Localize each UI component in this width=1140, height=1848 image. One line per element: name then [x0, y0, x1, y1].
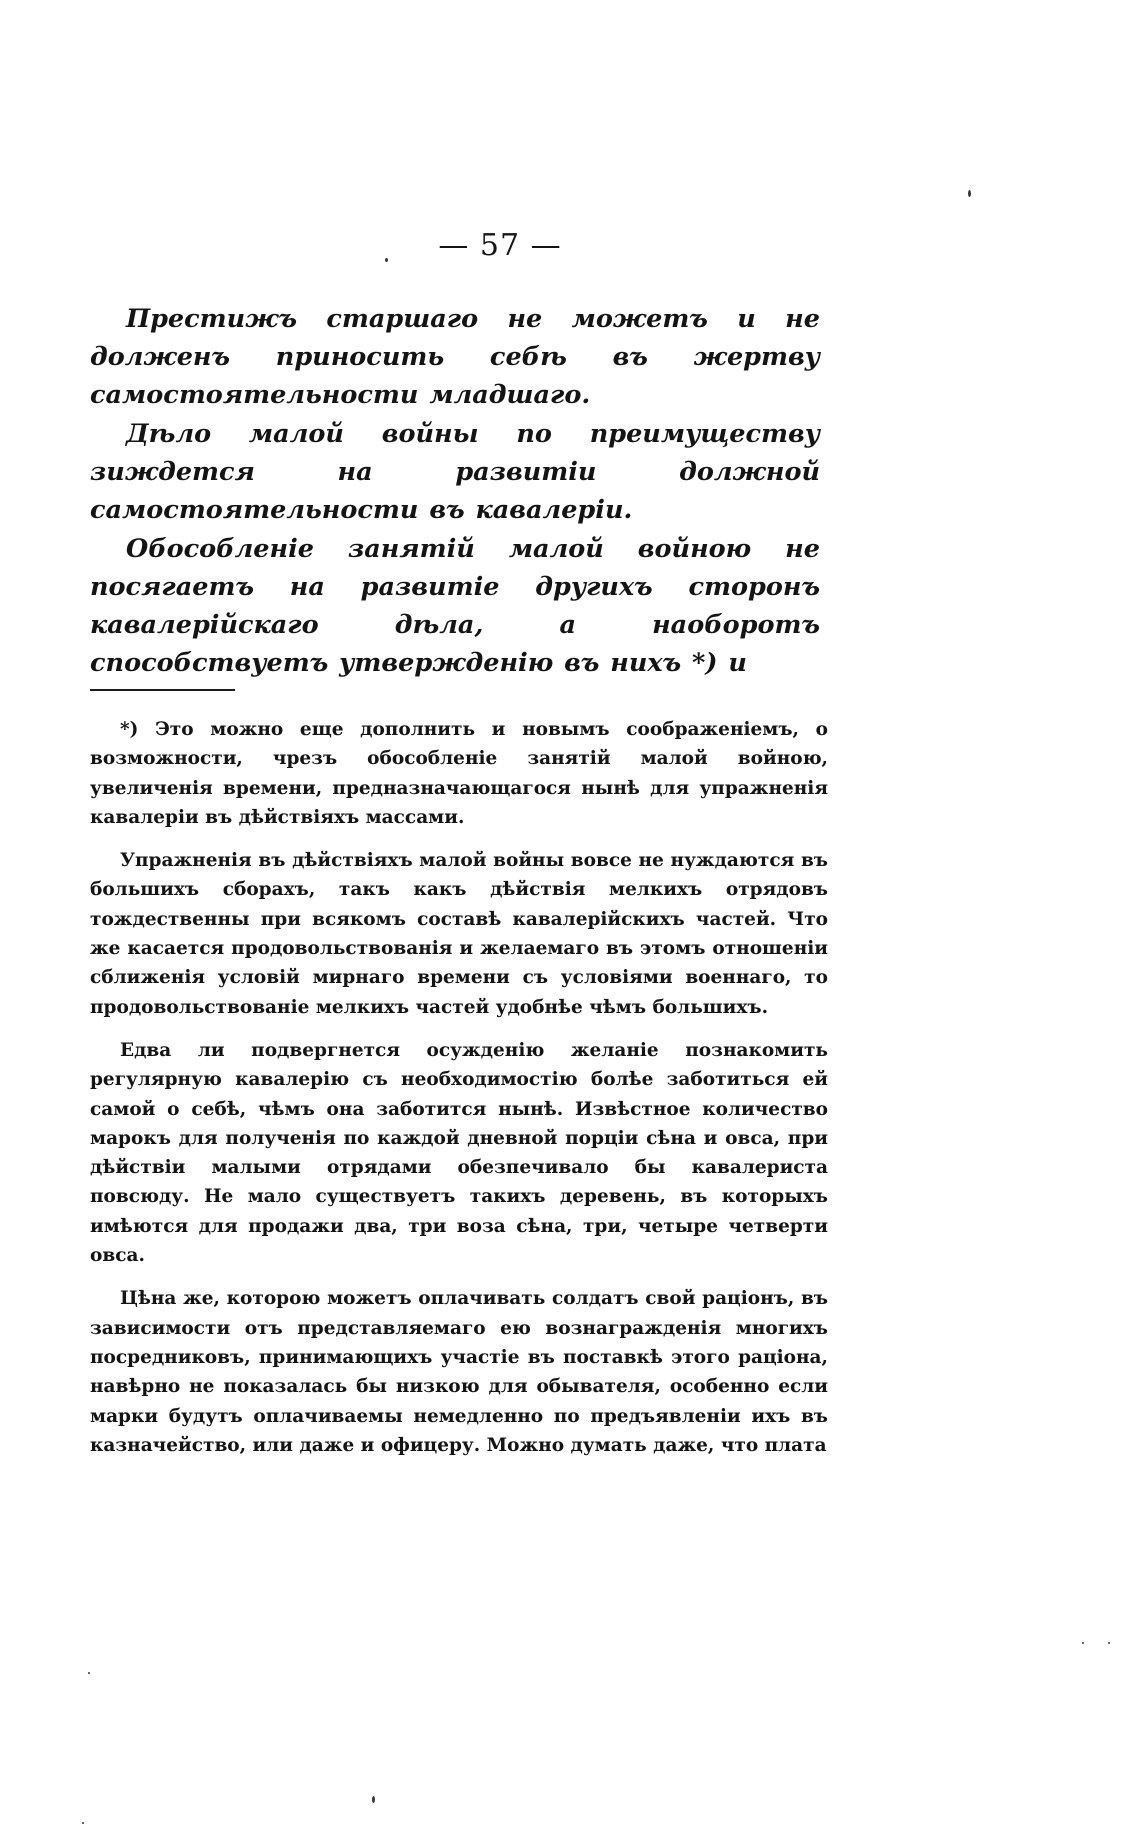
scan-speck [968, 190, 971, 197]
scan-speck [372, 1796, 375, 1803]
page-number: — 57 — [438, 228, 562, 263]
footnotes [90, 715, 828, 1474]
footnote-paragraph: Цѣна же, которою можетъ оплачивать солдатъ свой раціонъ, въ зависимости отъ представляемаго ею вознагражденія многихъ посредниковъ, принимающихъ участіе въ поставкѣ этого раціона, навѣрно не показалась бы низкою для обывателя, особенно если марки будутъ оплачиваемы немедленно по предъявленіи ихъ въ казначейство, или даже и офицеру. Можно думать даже, что плата [90, 1288, 828, 1456]
main-paragraph: Обособленіе занятій малой войною не посягаетъ на развитіе другихъ сторонъ кавалерійскаго дѣла, а наоборотъ способствуетъ утвержденію въ нихъ *) и [90, 534, 820, 678]
footnote-paragraph: Упражненія въ дѣйствіяхъ малой войны вовсе не нуждаются въ большихъ сборахъ, такъ какъ дѣйствія мелкихъ отрядовъ тождественны при всякомъ составѣ кавалерійскихъ частей. Что же касается продовольствованія и желаемаго въ этомъ отношеніи сближенія условій мирнаго времени съ условіями военнаго, то продовольствованіе мелкихъ частей удобнѣе чѣмъ большихъ. [90, 850, 828, 1018]
scan-speck [88, 1672, 90, 1674]
scan-speck [1082, 1642, 1084, 1644]
scan-speck [82, 1822, 84, 1824]
footnote-divider [90, 689, 235, 691]
main-text [90, 300, 820, 683]
footnote-paragraph: *) Это можно еще дополнить и новымъ соображеніемъ, о возможности, чрезъ обособленіе занятій малой войною, увеличенія времени, предназначающагося нынѣ для упражненія кавалеріи въ дѣйствіяхъ массами. [90, 719, 828, 828]
footnote-paragraph: Едва ли подвергнется осужденію желаніе познакомить регулярную кавалерію съ необходимостію болѣе заботиться ей самой о себѣ, чѣмъ она заботится нынѣ. Извѣстное количество марокъ для полученія по каждой дневной порціи сѣна и овса, при дѣйствіи малыми отрядами обезпечивало бы кавалериста повсюду. Не мало существуетъ такихъ деревень, въ которыхъ имѣются для продажи два, три воза сѣна, три, четыре четверти овса. [90, 1039, 828, 1267]
scan-speck [385, 258, 388, 262]
main-paragraph: Престижъ старшаго не можетъ и не долженъ приносить себѣ въ жертву самостоятельности младшаго. [90, 304, 820, 410]
main-paragraph: Дѣло малой войны по преимуществу зиждется на развитіи должной самостоятельности въ кавалеріи. [90, 419, 820, 525]
scan-speck [1108, 1642, 1110, 1644]
